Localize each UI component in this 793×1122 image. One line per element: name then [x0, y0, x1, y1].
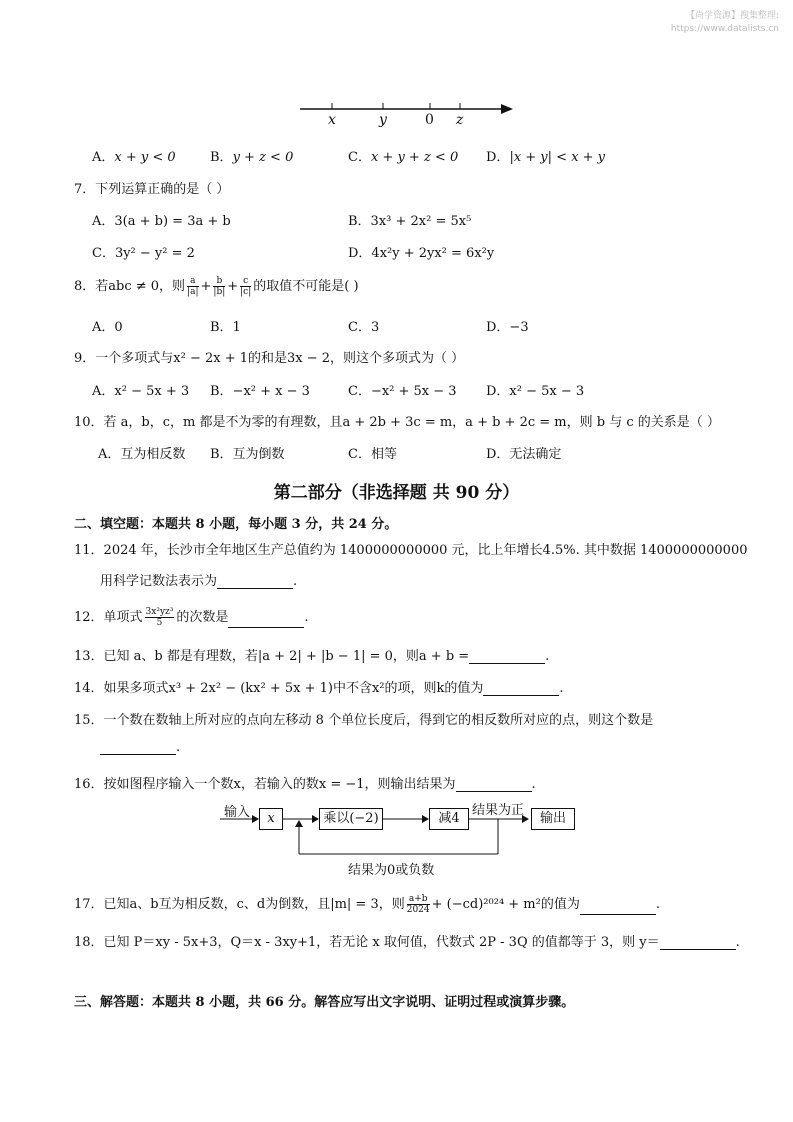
q9-option-a[interactable]: A．x² − 5x + 3 [92, 384, 190, 399]
q15-line2: . [100, 740, 180, 755]
q13-stem: 13．已知 a、b 都是有理数，若|a + 2| + |b − 1| = 0，则a + b = . [74, 649, 550, 664]
section3-heading: 三、解答题：本题共 8 小题，共 66 分。解答应写出文字说明、证明过程或演算步骤。 [74, 995, 575, 1010]
numberline-label-z: z [456, 112, 464, 128]
numberline-label-x: x [328, 112, 336, 128]
part2-title: 第二部分（非选择题 共 90 分） [273, 483, 520, 503]
q15-stem: 15．一个数在数轴上所对应的点向左移动 8 个单位长度后，得到它的相反数所对应的点，则这个数是 [74, 713, 654, 728]
numberline-label-zero: 0 [425, 112, 434, 128]
q8-option-c[interactable]: C．3 [348, 320, 380, 335]
q6-option-b[interactable]: B．y + z < 0 [210, 150, 294, 165]
flow-positive-label: 结果为正 [472, 803, 525, 818]
flow-input-label: 输入 [224, 805, 251, 820]
q9-option-b[interactable]: B．−x² + x − 3 [210, 384, 310, 399]
q14-stem: 14．如果多项式x³ + 2x² − (kx² + 5x + 1)中不含x²的项，则k的值为 . [74, 681, 564, 696]
q11-line2: 用科学记数法表示为 . [100, 574, 298, 589]
q10-option-c[interactable]: C．相等 [348, 447, 397, 462]
q16-stem: 16．按如图程序输入一个数x，若输入的数x = −1，则输出结果为 . [74, 777, 536, 792]
q10-option-a[interactable]: A．互为相反数 [98, 447, 186, 462]
flow-nonpositive-label: 结果为0或负数 [348, 863, 435, 878]
q16-answer-blank[interactable] [456, 777, 532, 792]
q10-option-b[interactable]: B．互为倒数 [210, 447, 285, 462]
numberline-label-y: y [379, 112, 387, 128]
q10-option-d[interactable]: D．无法确定 [486, 447, 562, 462]
q7-option-c[interactable]: C．3y² − y² = 2 [92, 246, 195, 261]
q12-answer-blank[interactable] [228, 613, 304, 628]
q18-answer-blank[interactable] [660, 935, 736, 950]
q15-answer-blank[interactable] [100, 740, 176, 755]
flow-output-box: 输出 [531, 808, 575, 830]
q8-option-a[interactable]: A．0 [92, 320, 123, 335]
watermark [671, 10, 779, 36]
q7-stem: 7．下列运算正确的是（ ） [74, 182, 230, 197]
q8-stem: 8．若abc ≠ 0，则 $\frac{a}{|a|}$ + $\frac{b}{|b|}$ + $\frac{c}{|c|}$ 的取值不可能是( ) [74, 276, 359, 297]
q9-option-c[interactable]: C．−x² + 5x − 3 [348, 384, 457, 399]
flow-multiply-box: 乘以(−2) [319, 808, 383, 830]
q17-stem: 17．已知a、b互为相反数，c、d为倒数，且|m| = 3，则 $\frac{a+b}{2024}$ + (−cd)²⁰²⁴ + m²的值为 . [74, 894, 660, 915]
q7-option-b[interactable]: B．3x³ + 2x² = 5x⁵ [348, 214, 472, 229]
q6-option-d[interactable]: D．|x + y| < x + y [486, 150, 606, 165]
q10-stem: 10．若 a，b，c，m 都是不为零的有理数，且a + 2b + 3c = m，a + b + 2c = m，则 b 与 c 的关系是（ ） [74, 415, 720, 430]
q12-stem: 12．单项式 $\frac{\text{3x²yz³}}{5}$ 的次数是 . [74, 607, 309, 628]
q11-line1: 11．2024 年，长沙市全年地区生产总值约为 1400000000000 元，比上年增长4.5%. 其中数据 1400000000000 [74, 543, 748, 558]
watermark-line2: https://www.datalists.cn [670, 24, 779, 34]
q6-option-c[interactable]: C．x + y + z < 0 [348, 150, 459, 165]
q8-option-d[interactable]: D．−3 [486, 320, 529, 335]
flow-x-box: x [259, 808, 283, 830]
flow-subtract-box: 减4 [429, 808, 469, 830]
q14-answer-blank[interactable] [483, 681, 559, 696]
q9-stem: 9．一个多项式与x² − 2x + 1的和是3x − 2，则这个多项式为（ ） [74, 351, 465, 366]
q7-option-d[interactable]: D．4x²y + 2yx² = 6x²y [348, 246, 495, 261]
q6-option-a[interactable]: A．x + y < 0 [92, 150, 176, 165]
q9-option-d[interactable]: D．x² − 5x − 3 [486, 384, 585, 399]
q13-answer-blank[interactable] [469, 649, 545, 664]
q7-option-a[interactable]: A．3(a + b) = 3a + b [92, 214, 231, 229]
q17-answer-blank[interactable] [580, 900, 656, 915]
q11-answer-blank[interactable] [217, 574, 293, 589]
q18-stem: 18．已知 P＝xy - 5x+3，Q＝x - 3xy+1，若无论 x 取何值，代数式 2P - 3Q 的值都等于 3，则 y＝ . [74, 935, 740, 950]
watermark-line1: 【尚学资源】搜集整理: [685, 11, 779, 21]
q8-option-b[interactable]: B．1 [210, 320, 241, 335]
section2-heading: 二、填空题：本题共 8 小题，每小题 3 分，共 24 分。 [74, 517, 398, 532]
